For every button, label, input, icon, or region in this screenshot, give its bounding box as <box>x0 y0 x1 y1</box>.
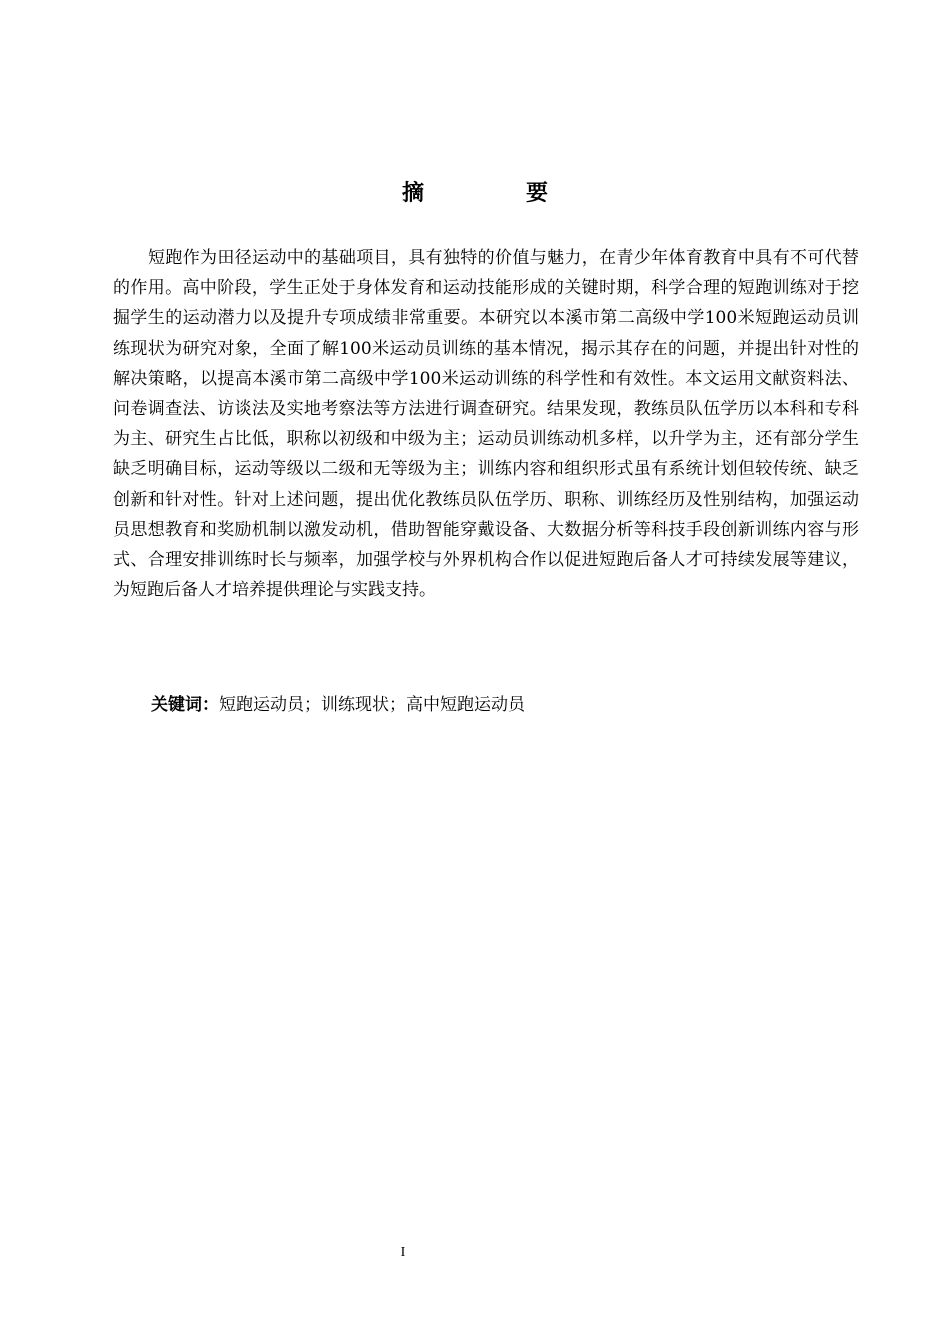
abstract-title: 摘 要 <box>401 181 588 206</box>
abstract-body: 短跑作为田径运动中的基础项目，具有独特的价值与魅力，在青少年体育教育中具有不可代替的作用。高中阶段，学生正处于身体发育和运动技能形成的关键时期，科学合理的短跑训练对于挖掘学生的运动潜力以及提升专项成绩非常重要。本研究以本溪市第二高级中学100米短跑运动员训练现状为研究对象，全面了解100米运动员训练的基本情况，揭示其存在的问题，并提出针对性的解决策略，以提高本溪市第二高级中学100米运动训练的科学性和有效性。本文运用文献资料法、问卷调查法、访谈法及实地考察法等方法进行调查研究。结果发现，教练员队伍学历以本科和专科为主、研究生占比低，职称以初级和中级为主；运动员训练动机多样，以升学为主，还有部分学生缺乏明确目标，运动等级以二级和无等级为主；训练内容和组织形式虽有系统计划但较传统、缺乏创新和针对性。针对上述问题，提出优化教练员队伍学历、职称、训练经历及性别结构，加强运动员思想教育和奖励机制以激发动机，借助智能穿戴设备、大数据分析等科技手段创新训练内容与形式、合理安排训练时长与频率，加强学校与外界机构合作以促进短跑后备人才可持续发展等建议，为短跑后备人才培养提供理论与实践支持。 <box>113 248 859 601</box>
keywords-text: 短跑运动员；训练现状；高中短跑运动员 <box>219 695 525 715</box>
page-number: I <box>400 1245 406 1260</box>
keywords-label: 关键词： <box>151 695 219 715</box>
keywords-line <box>151 690 851 720</box>
